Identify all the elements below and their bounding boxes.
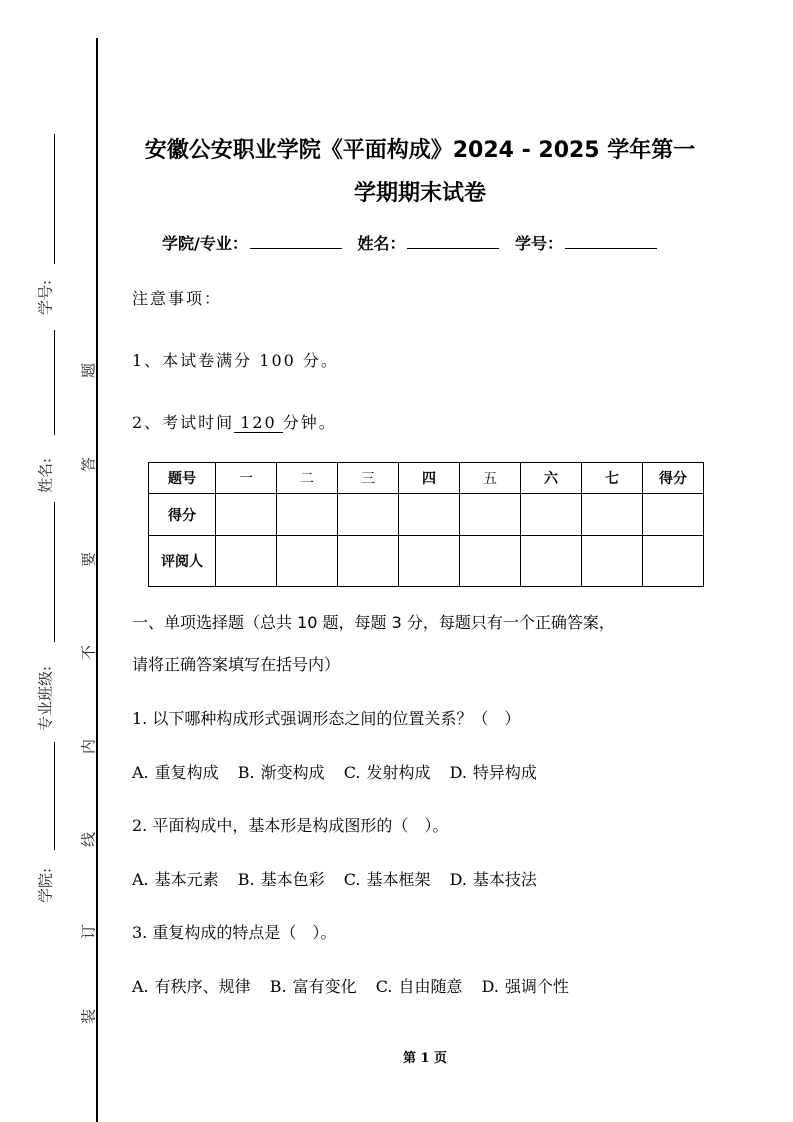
score-table-header-row bbox=[149, 463, 704, 494]
notice-heading: 注意事项： bbox=[132, 289, 223, 308]
option-d[interactable] bbox=[482, 977, 569, 996]
option-text: 有秩序、规律 bbox=[154, 977, 251, 996]
score-cell[interactable] bbox=[582, 494, 643, 536]
row-label: 评阅人 bbox=[149, 536, 216, 587]
option-letter: C. bbox=[343, 763, 361, 782]
name-field-label: 姓名： bbox=[357, 234, 406, 253]
option-letter: B. bbox=[237, 870, 255, 889]
college-label: 学院: bbox=[36, 867, 55, 904]
option-text: 特异构成 bbox=[472, 763, 537, 782]
table-header-cell: 五 bbox=[460, 463, 521, 494]
table-header-cell: 七 bbox=[582, 463, 643, 494]
binding-warning-char: 线 bbox=[79, 832, 98, 848]
option-a[interactable] bbox=[132, 870, 219, 889]
grader-cell[interactable] bbox=[216, 536, 277, 587]
student-id-fill-line bbox=[54, 134, 55, 264]
question-2-options bbox=[132, 867, 551, 890]
binding-warning-char: 装 bbox=[79, 1009, 98, 1025]
option-text: 重复构成 bbox=[154, 763, 219, 782]
student-id-field-label: 学号： bbox=[515, 234, 564, 253]
option-text: 基本元素 bbox=[154, 870, 219, 889]
binding-warning-char: 订 bbox=[79, 924, 98, 940]
score-cell[interactable] bbox=[643, 494, 704, 536]
page-number: 第 1 页 bbox=[402, 1051, 448, 1066]
option-d[interactable] bbox=[450, 870, 537, 889]
table-header-cell: 四 bbox=[399, 463, 460, 494]
score-cell[interactable] bbox=[216, 494, 277, 536]
option-text: 基本色彩 bbox=[260, 870, 325, 889]
question-text: 以下哪种构成形式强调形态之间的位置关系？（ ） bbox=[152, 709, 521, 728]
college-fill-line bbox=[54, 742, 55, 850]
option-letter: D. bbox=[449, 763, 467, 782]
notice-item-2 bbox=[132, 410, 337, 433]
grader-cell[interactable] bbox=[399, 536, 460, 587]
table-header-cell: 二 bbox=[277, 463, 338, 494]
student-id-label: 学号: bbox=[36, 279, 55, 316]
question-number: 1. bbox=[132, 709, 148, 728]
name-fill-line bbox=[54, 330, 55, 435]
exam-duration-value: 120 bbox=[234, 413, 283, 433]
score-cell[interactable] bbox=[338, 494, 399, 536]
table-header-cell: 题号 bbox=[149, 463, 216, 494]
option-letter: A. bbox=[132, 870, 149, 889]
question-number: 3. bbox=[132, 923, 148, 942]
option-letter: C. bbox=[343, 870, 361, 889]
option-letter: A. bbox=[132, 977, 149, 996]
grader-cell[interactable] bbox=[460, 536, 521, 587]
option-text: 基本技法 bbox=[472, 870, 537, 889]
score-cell[interactable] bbox=[460, 494, 521, 536]
option-text: 富有变化 bbox=[292, 977, 357, 996]
binding-warning-char: 答 bbox=[79, 457, 98, 473]
score-cell[interactable] bbox=[399, 494, 460, 536]
notice-item-1: 1、本试卷满分 100 分。 bbox=[132, 351, 339, 370]
grader-cell[interactable] bbox=[521, 536, 582, 587]
question-number: 2. bbox=[132, 816, 148, 835]
question-text: 重复构成的特点是（ ）。 bbox=[152, 923, 337, 942]
option-c[interactable] bbox=[376, 977, 463, 996]
row-label: 得分 bbox=[149, 494, 216, 536]
question-3 bbox=[132, 920, 336, 943]
class-label: 专业班级: bbox=[36, 665, 55, 732]
option-letter: B. bbox=[237, 763, 255, 782]
option-letter: A. bbox=[132, 763, 149, 782]
question-3-options bbox=[132, 974, 583, 997]
grader-cell[interactable] bbox=[582, 536, 643, 587]
grader-cell[interactable] bbox=[338, 536, 399, 587]
option-letter: B. bbox=[269, 977, 287, 996]
option-b[interactable] bbox=[238, 763, 325, 782]
binding-warning-char: 题 bbox=[79, 363, 98, 379]
option-text: 发射构成 bbox=[366, 763, 431, 782]
binding-line bbox=[96, 38, 98, 1122]
table-header-cell: 得分 bbox=[643, 463, 704, 494]
option-letter: D. bbox=[481, 977, 499, 996]
question-1 bbox=[132, 706, 520, 729]
option-a[interactable] bbox=[132, 977, 251, 996]
student-id-field[interactable] bbox=[565, 234, 657, 249]
student-info-row bbox=[162, 231, 667, 254]
name-field[interactable] bbox=[407, 234, 499, 249]
section-heading-line1: 一、单项选择题（总共 10 题，每题 3 分，每题只有一个正确答案， bbox=[132, 613, 615, 632]
option-letter: D. bbox=[449, 870, 467, 889]
binding-warning-char: 内 bbox=[79, 739, 98, 755]
score-cell[interactable] bbox=[521, 494, 582, 536]
notice-item-2-prefix: 2、考试时间 bbox=[132, 413, 235, 432]
college-major-field[interactable] bbox=[250, 234, 342, 249]
option-letter: C. bbox=[375, 977, 393, 996]
option-text: 自由随意 bbox=[398, 977, 463, 996]
question-1-options bbox=[132, 760, 551, 783]
binding-warning-char: 不 bbox=[79, 645, 98, 661]
question-2 bbox=[132, 813, 448, 836]
name-label: 姓名: bbox=[36, 457, 55, 494]
option-text: 渐变构成 bbox=[260, 763, 325, 782]
option-b[interactable] bbox=[270, 977, 357, 996]
section-heading-line2: 请将正确答案填写在括号内） bbox=[132, 655, 341, 674]
class-fill-line bbox=[54, 502, 55, 642]
option-b[interactable] bbox=[238, 870, 325, 889]
option-d[interactable] bbox=[450, 763, 537, 782]
exam-title-line2: 学期期末试卷 bbox=[353, 181, 486, 206]
table-header-cell: 一 bbox=[216, 463, 277, 494]
option-text: 强调个性 bbox=[504, 977, 569, 996]
table-header-cell: 三 bbox=[338, 463, 399, 494]
grader-cell[interactable] bbox=[277, 536, 338, 587]
option-text: 基本框架 bbox=[366, 870, 431, 889]
binding-warning-char: 要 bbox=[79, 552, 98, 568]
notice-item-2-suffix: 分钟。 bbox=[282, 413, 337, 432]
option-a[interactable] bbox=[132, 763, 219, 782]
score-cell[interactable] bbox=[277, 494, 338, 536]
table-header-cell: 六 bbox=[521, 463, 582, 494]
question-text: 平面构成中，基本形是构成图形的（ ）。 bbox=[152, 816, 449, 835]
college-major-label: 学院/专业： bbox=[162, 234, 248, 253]
table-row bbox=[149, 494, 704, 536]
exam-title-line1: 安徽公安职业学院《平面构成》2024 - 2025 学年第一 bbox=[144, 138, 696, 163]
option-c[interactable] bbox=[344, 870, 431, 889]
score-table bbox=[148, 462, 704, 587]
grader-cell[interactable] bbox=[643, 536, 704, 587]
option-c[interactable] bbox=[344, 763, 431, 782]
table-row bbox=[149, 536, 704, 587]
